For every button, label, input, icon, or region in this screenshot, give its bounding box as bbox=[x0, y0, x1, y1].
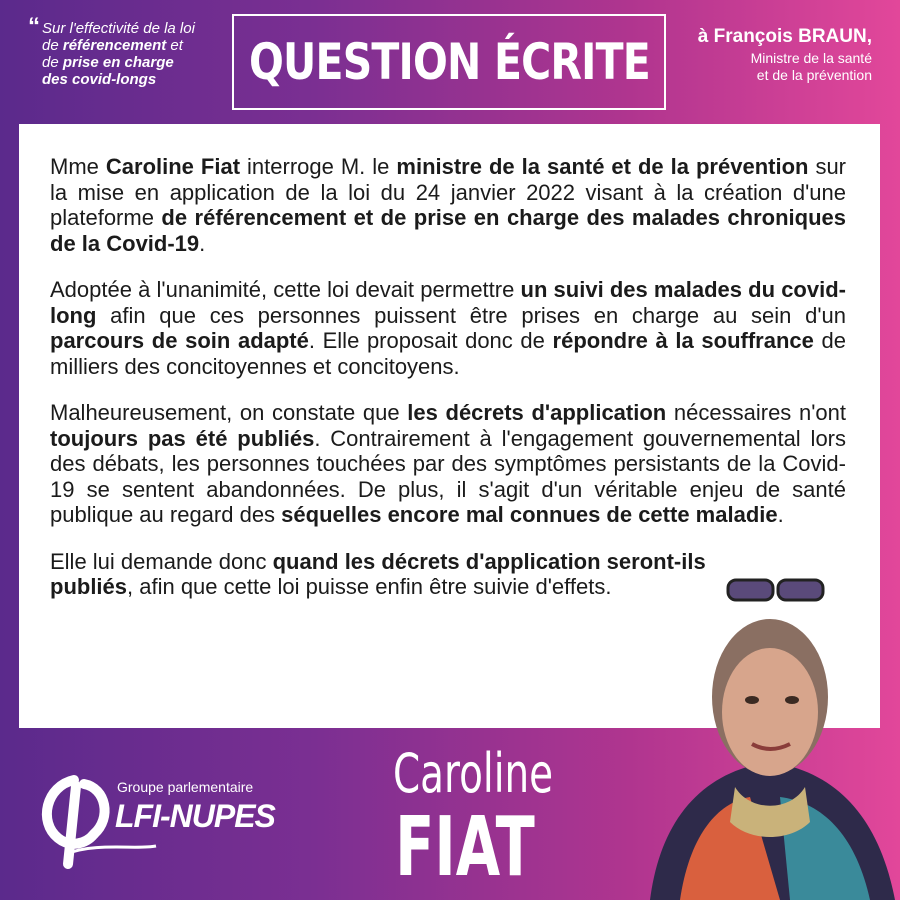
group-label: Groupe parlementaire bbox=[117, 779, 254, 795]
quote-line-2: de référencement et bbox=[42, 37, 183, 54]
bold-run: un suivi des malades du covid-long bbox=[50, 277, 846, 328]
paragraph-4 bbox=[50, 549, 730, 600]
addressee bbox=[698, 26, 872, 84]
addressee-name: à François BRAUN, bbox=[697, 26, 872, 47]
bold-run: quand les décrets d'application seront-ils publiés bbox=[50, 548, 706, 599]
quote-line-4: des covid-longs bbox=[42, 71, 157, 88]
paragraph-1 bbox=[50, 154, 846, 256]
bold-run: séquelles encore mal connues de cette maladie bbox=[281, 502, 778, 527]
text-run: Adoptée à l'unanimité, cette loi devait permettre bbox=[50, 277, 521, 302]
text-run: . Elle proposait donc de bbox=[308, 328, 553, 353]
bold-run: ministre de la santé et de la prévention bbox=[396, 154, 809, 179]
text-run: . bbox=[199, 230, 206, 256]
deputy-last-name: FIAT bbox=[395, 800, 535, 895]
portrait-photo bbox=[640, 572, 900, 900]
addressee-role: Ministre de la santé et de la prévention bbox=[750, 50, 872, 83]
bold-run: Caroline Fiat bbox=[105, 154, 241, 179]
paragraph-3 bbox=[50, 400, 846, 528]
question-body bbox=[50, 154, 846, 621]
text-run: de milliers des concitoyennes et concitoyens. bbox=[50, 328, 846, 379]
bold-run: parcours de soin adapté bbox=[50, 328, 309, 353]
header-quote bbox=[28, 13, 233, 88]
quote-line-1: Sur l'effectivité de la loi bbox=[42, 20, 195, 37]
text-run: interroge M. le bbox=[240, 154, 397, 179]
group-name: LFI-NUPES bbox=[115, 798, 275, 834]
page-title: QUESTION ÉCRITE bbox=[248, 33, 650, 91]
text-run: Malheureusement, on constate que bbox=[50, 400, 408, 425]
bold-run: les décrets d'application bbox=[407, 400, 667, 425]
text-run: Mme bbox=[50, 154, 106, 179]
title-box bbox=[232, 14, 666, 110]
bold-run: répondre à la souffrance bbox=[552, 328, 814, 353]
text-run: afin que ces personnes puissent être prises en charge au sein d'un bbox=[96, 302, 846, 328]
text-run: . Contrairement à l'engagement gouvernemental lors des débats, les personnes touchées par des symptômes persistants de la Covid-19 se sentent abandonnées. De plus, il s'agit d'un véritable enjeu de santé publique au regard des bbox=[50, 425, 847, 527]
text-run: . bbox=[777, 502, 784, 527]
text-run: nécessaires n'ont bbox=[666, 400, 847, 425]
deputy-first-name: Caroline bbox=[393, 742, 554, 805]
text-run: , afin que cette loi puisse enfin être suivie d'effets. bbox=[127, 574, 612, 599]
text-run: sur la mise en application de la loi du 24 janvier 2022 visant à la création d'une plateforme bbox=[50, 154, 847, 230]
bold-run: de référencement et de prise en charge des malades chroniques de la Covid-19 bbox=[50, 205, 846, 256]
quote-mark: “ bbox=[28, 13, 40, 40]
paragraph-2 bbox=[50, 277, 846, 379]
quote-line-3: de prise en charge bbox=[42, 54, 174, 71]
bold-run: toujours pas été publiés bbox=[50, 425, 315, 451]
text-run: Elle lui demande donc bbox=[50, 548, 273, 574]
